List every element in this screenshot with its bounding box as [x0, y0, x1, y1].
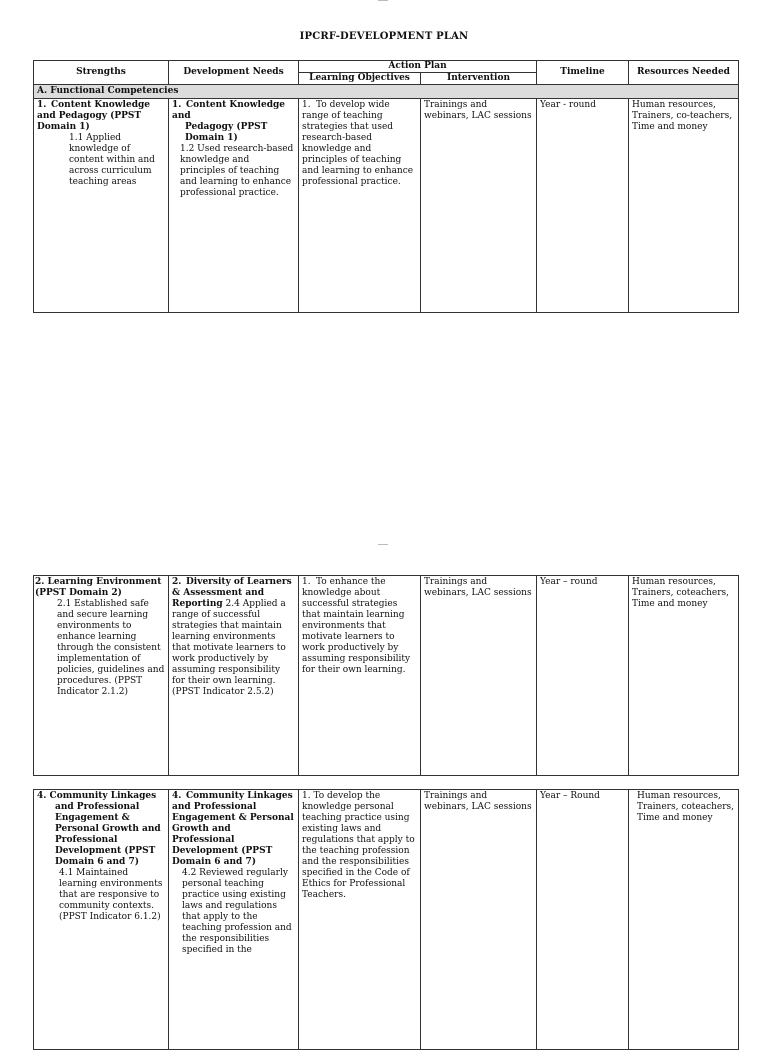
learning-objective-cell [299, 99, 421, 313]
strength-detail: 1.1 Applied knowledge of content within and across curriculum teaching areas [69, 133, 155, 187]
objective-number: 1. [302, 577, 311, 587]
resources-cell: Human resources, Trainers, coteachers, Time and money [629, 790, 739, 1050]
header-action-plan: Action Plan [299, 61, 537, 73]
learning-objective: To develop wide range of teaching strategies that used research-based knowledge and principles of teaching and learning to enhance professional practice. [302, 100, 414, 187]
strength-cell [34, 99, 169, 313]
strength-detail: 4.1 Maintained learning environments that are responsive to community contexts. (PPST Indicator 6.1.2) [59, 868, 163, 922]
intervention-cell: Trainings and webinars, LAC sessions [421, 790, 537, 1050]
development-need-cell: 2. Diversity of Learners & Assessment and Reporting 2.4 Applied a range of successful strategies that maintain learning environments that motivate learners to work productively by assuming responsibility for their own learning. (PPST Indicator 2.5.2) [169, 576, 299, 776]
table-row [34, 576, 739, 776]
need-detail: 2.4 Applied a range of successful strategies that maintain learning environments that motivate learners to work productively by assuming responsibility for their own learning. (PPST Indicator 2.5.2) [172, 599, 286, 697]
need-title-cont: Pedagogy (PPST Domain 1) [185, 122, 268, 143]
header-learning-objectives: Learning Objectives [299, 73, 421, 85]
section-functional-competencies: A. Functional Competencies [34, 85, 739, 99]
objective-number: 1. [302, 100, 311, 110]
intervention-cell: Trainings and webinars, LAC sessions [421, 99, 537, 313]
header-timeline: Timeline [537, 61, 629, 85]
strength-title: 1. Content Knowledge and Pedagogy (PPST Domain 1) [37, 100, 150, 132]
header-strengths: Strengths [34, 61, 169, 85]
development-plan-table-continued-2 [33, 789, 739, 1050]
intervention-cell: Trainings and webinars, LAC sessions [421, 576, 537, 776]
need-detail: 1.2 Used research-based knowledge and principles of teaching and learning to enhance professional practice. [180, 144, 294, 198]
development-need-cell [169, 99, 299, 313]
resources-cell: Human resources, Trainers, coteachers, Time and money [629, 576, 739, 776]
header-resources-needed: Resources Needed [629, 61, 739, 85]
timeline-cell: Year – round [537, 576, 629, 776]
strength-cell [34, 576, 169, 776]
strength-title: 4. Community Linkages [37, 791, 157, 801]
timeline-cell: Year – Round [537, 790, 629, 1050]
development-plan-table [33, 60, 739, 313]
need-title: 1. Content Knowledge and [172, 100, 285, 121]
learning-objective-cell: 1. To develop the knowledge personal teaching practice using existing laws and regulations that apply to the teaching profession and the responsibilities specified in the Code of Ethics for Professional Teachers. [299, 790, 421, 1050]
learning-objective: To enhance the knowledge about successful strategies that maintain learning environments that motivate learners to work productively by assuming responsibility for their own learning. [302, 577, 411, 675]
development-plan-table-continued [33, 575, 739, 776]
development-need-cell: 4. Community Linkages and Professional Engagement & Personal Growth and Professional Development (PPST Domain 6 and 7) 4.2 Reviewed regularly personal teaching practice using existing laws and regulations that apply to the teaching profession and the responsibilities specified in the [169, 790, 299, 1050]
timeline-cell: Year - round [537, 99, 629, 313]
need-detail: 4.2 Reviewed regularly personal teaching practice using existing laws and regulations that apply to the teaching profession and the responsibilities specified in the [182, 868, 292, 955]
strength-title-cont: and Professional Engagement & Personal Growth and Professional Development (PPST Domain 6 and 7) [55, 802, 161, 867]
need-title: Community Linkages and Professional Engagement & Personal Growth and Professional Development (PPST Domain 6 and 7) [172, 791, 294, 867]
resources-cell: Human resources, Trainers, co-teachers, Time and money [629, 99, 739, 313]
header-development-needs: Development Needs [169, 61, 299, 85]
strength-detail: 2.1 Established safe and secure learning environments to enhance learning through the consistent implementation of policies, guidelines and procedures. (PPST Indicator 2.1.2) [57, 599, 165, 697]
page-break-mark [378, 544, 388, 545]
strength-cell [34, 790, 169, 1050]
page-top-mark [378, 0, 388, 1]
header-intervention: Intervention [421, 73, 537, 85]
page-title: IPCRF-DEVELOPMENT PLAN [299, 31, 469, 42]
table-row [34, 99, 739, 313]
table-row [34, 790, 739, 1050]
strength-title: 2. Learning Environment (PPST Domain 2) [35, 577, 162, 598]
need-title: Diversity of Learners & Assessment and Reporting [172, 577, 292, 609]
learning-objective-cell [299, 576, 421, 776]
